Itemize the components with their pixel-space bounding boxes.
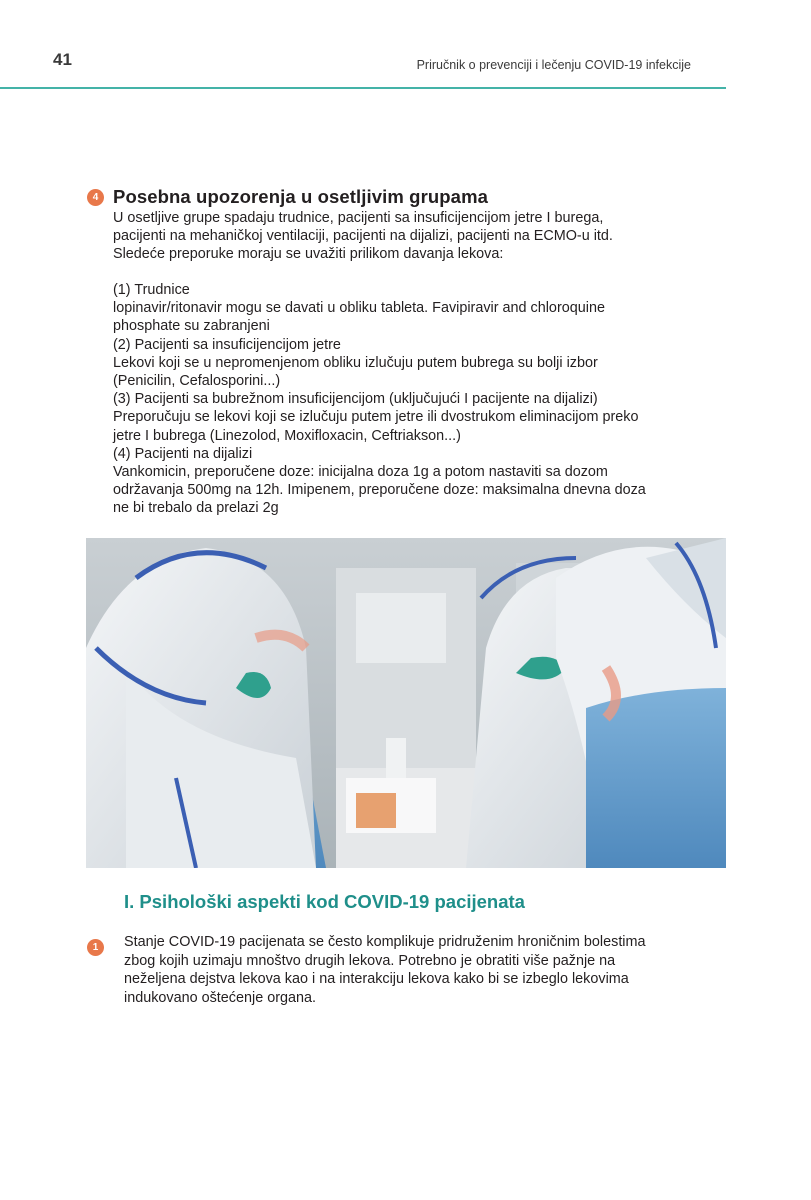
- section-badge-4: 4: [87, 189, 104, 206]
- body-line: jetre I bubrega (Linezolod, Moxifloxacin, Ceftriakson...): [113, 427, 461, 444]
- body-line: održavanja 500mg na 12h. Imipenem, preporučene doze: maksimalna dnevna doza: [113, 482, 646, 499]
- intro-line: Sledeće preporuke moraju se uvažiti prilikom davanja lekova:: [113, 246, 504, 263]
- psych-heading: I. Psihološki aspekti kod COVID-19 pacijenata: [124, 891, 525, 912]
- body-line: (1) Trudnice: [113, 282, 190, 298]
- body-line: (2) Pacijenti sa insuficijencijom jetre: [113, 336, 341, 353]
- body-line: Preporučuju se lekovi koji se izlučuju putem jetre ili dvostrukom eliminacijom preko: [113, 409, 639, 426]
- psych-line: indukovano oštećenje organa.: [124, 989, 317, 1006]
- body-line: Lekovi koji se u nepromenjenom obliku izlučuju putem bubrega su bolji izbor: [113, 354, 598, 371]
- body-line: Vankomicin, preporučene doze: inicijalna doza 1g a potom nastaviti sa dozom: [113, 464, 608, 481]
- running-title: Priručnik o prevenciji i lečenju COVID-19 infekcije: [416, 58, 691, 72]
- body-line: phosphate su zabranjeni: [113, 318, 270, 335]
- body-line: ne bi trebalo da prelazi 2g: [113, 500, 279, 517]
- section-heading: Posebna upozorenja u osetljivim grupama: [113, 186, 489, 207]
- medical-workers-photo: [86, 538, 726, 868]
- psych-line: Stanje COVID-19 pacijenata se često komplikuje pridruženim hroničnim bolestima: [124, 934, 646, 950]
- psych-paragraph: [124, 933, 646, 1007]
- section-intro: [113, 209, 613, 264]
- psych-line: neželjena dejstva lekova kao i na interakciju lekova kako bi se izbeglo lekovima: [124, 971, 629, 988]
- page-number: 41: [53, 50, 72, 69]
- section-body: [113, 281, 646, 518]
- intro-line: U osetljive grupe spadaju trudnice, pacijenti sa insuficijencijom jetre I burega,: [113, 210, 604, 226]
- body-line: lopinavir/ritonavir mogu se davati u obliku tableta. Favipiravir and chloroquine: [113, 300, 605, 317]
- psych-line: zbog kojih uzimaju mnoštvo drugih lekova. Potrebno je obratiti više pažnje na: [124, 952, 616, 969]
- header-rule: [0, 87, 726, 89]
- body-line: (3) Pacijenti sa bubrežnom insuficijencijom (uključujući I pacijente na dijalizi): [113, 391, 598, 408]
- intro-line: pacijenti na mehaničkoj ventilaciji, pacijenti na dijalizi, pacijenti na ECMO-u itd.: [113, 228, 613, 245]
- body-line: (4) Pacijenti na dijalizi: [113, 445, 253, 462]
- body-line: (Penicilin, Cefalosporini...): [113, 373, 281, 390]
- psych-badge-1: 1: [87, 939, 104, 956]
